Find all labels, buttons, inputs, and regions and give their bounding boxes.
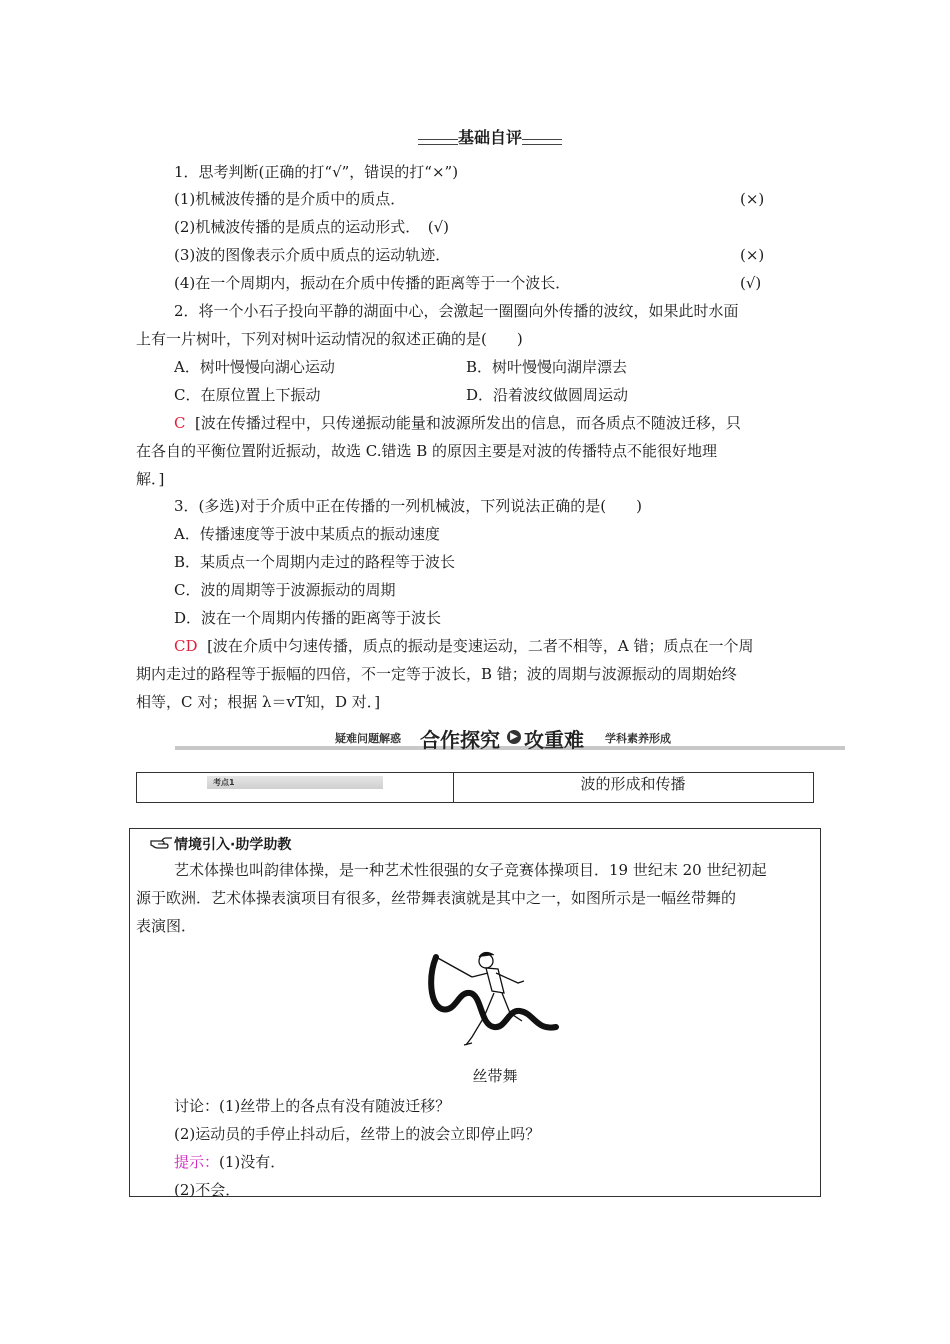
q2-explain-text-1: [波在传播过程中，只传递振动能量和波源所发出的信息，而各质点不随波迁移，只 — [195, 414, 741, 432]
q2-option-b: B．树叶慢慢向湖岸漂去 — [466, 358, 628, 376]
q3-explanation-line2: 期内走过的路程等于振幅的四倍，不一定等于波长，B 错；波的周期与波源振动的周期始终 — [136, 665, 737, 683]
discussion-2: (2)运动员的手停止抖动后，丝带上的波会立即停止吗？ — [174, 1125, 541, 1143]
section-header — [175, 724, 845, 754]
q1-item-1: (1)机械波传播的是介质中的质点． — [174, 190, 406, 208]
section-banner — [418, 127, 562, 151]
q1-item-4-mark: (√) — [740, 274, 762, 292]
q2-explanation-line1 — [174, 413, 741, 433]
q2-stem-line2: 上有一片树叶，下列对树叶运动情况的叙述正确的是( ) — [136, 330, 523, 348]
scenario-para-line2: 源于欧洲．艺术体操表演项目有很多，丝带舞表演就是其中之一，如图所示是一幅丝带舞的 — [136, 889, 737, 907]
q2-stem-line1: 2．将一个小石子投向平静的湖面中心，会激起一圈圈向外传播的波纹，如果此时水面 — [174, 302, 739, 320]
q2-answer: C — [174, 414, 186, 432]
section-title-b: 攻重难 — [524, 728, 584, 752]
banner-rule-left — [418, 139, 458, 145]
section-underline — [175, 746, 845, 750]
q3-option-b: B．某质点一个周期内走过的路程等于波长 — [174, 553, 456, 571]
topic-table — [136, 772, 814, 803]
q1-stem: 1．思考判断(正确的打“√”，错误的打“×”) — [174, 163, 459, 181]
q3-option-d: D．波在一个周期内传播的距离等于波长 — [174, 609, 442, 627]
discussion-1: 讨论：(1)丝带上的各点有没有随波迁移？ — [174, 1097, 451, 1115]
q1-item-2: (2)机械波传播的是质点的运动形式． (√) — [174, 218, 450, 236]
q2-explanation-line3: 解．] — [136, 470, 165, 488]
q2-option-a: A．树叶慢慢向湖心运动 — [174, 358, 335, 376]
q3-explanation-line3: 相等，C 对；根据 λ＝vT知，D 对．] — [136, 693, 381, 711]
section-right-caption: 学科素养形成 — [605, 732, 671, 745]
section-left-caption: 疑难问题解惑 — [335, 732, 401, 745]
q3-option-a: A．传播速度等于波中某质点的振动速度 — [174, 525, 440, 543]
arrow-icon: ▶ — [507, 730, 521, 744]
q1-item-3-mark: (×) — [740, 246, 765, 264]
q2-explanation-line2: 在各自的平衡位置附近振动，故选 C.错选 B 的原因主要是对波的传播特点不能很好地理 — [136, 442, 718, 460]
q1-item-4: (4)在一个周期内，振动在介质中传播的距离等于一个波长． — [174, 274, 571, 292]
q2-option-d: D．沿着波纹做圆周运动 — [466, 386, 629, 404]
q3-option-c: C．波的周期等于波源振动的周期 — [174, 581, 396, 599]
figure-caption: 丝带舞 — [472, 1067, 518, 1085]
q3-explain-text-1: [波在介质中匀速传播，质点的振动是变速运动，二者不相等，A 错；质点在一个周 — [207, 637, 754, 655]
topic-tag: 考点1 — [207, 776, 383, 789]
scenario-para-line1: 艺术体操也叫韵律体操，是一种艺术性很强的女子竞赛体操项目．19 世纪末 20 世纪初起 — [174, 861, 767, 879]
q3-stem: 3．(多选)对于介质中正在传播的一列机械波，下列说法正确的是( ) — [174, 497, 642, 515]
scenario-header: 情境引入·助学助教 — [174, 837, 292, 853]
q2-option-c: C．在原位置上下振动 — [174, 386, 321, 404]
hint-1: (1)没有． — [219, 1153, 286, 1171]
banner-rule-right — [522, 139, 562, 145]
hint-line-1 — [174, 1152, 285, 1172]
scenario-para-line3: 表演图． — [136, 917, 197, 935]
section-title-a: 合作探究 — [420, 728, 500, 752]
banner-title: 基础自评 — [457, 128, 522, 147]
q1-item-3: (3)波的图像表示介质中质点的运动轨迹． — [174, 246, 451, 264]
q3-explanation-line1 — [174, 636, 754, 656]
q1-item-1-mark: (×) — [740, 190, 765, 208]
ribbon-dancer-illustration — [424, 947, 560, 1059]
hint-line-2: (2)不会． — [174, 1181, 241, 1199]
pointing-hand-icon — [150, 835, 174, 853]
topic-title: 波的形成和传播 — [580, 775, 686, 793]
hint-label: 提示： — [174, 1153, 220, 1171]
q3-answer: CD — [174, 637, 198, 655]
